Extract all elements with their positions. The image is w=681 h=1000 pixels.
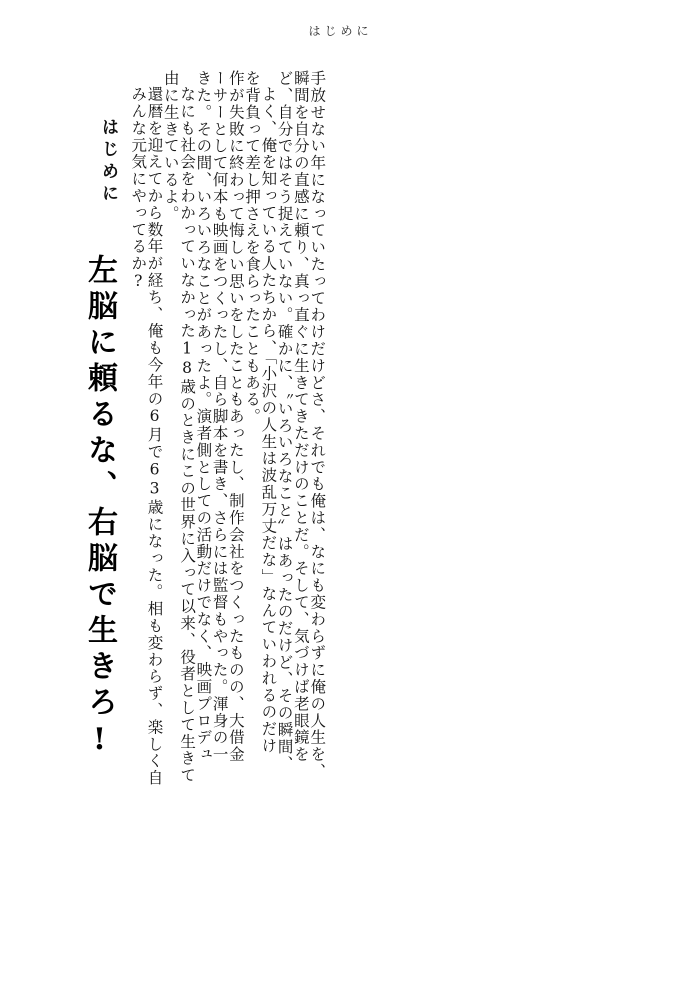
text-column: よく、俺を知っている人たちから、「小沢の人生は波乱万丈だな」なんていわれるのだけ [259, 86, 278, 755]
text-column: ーサーとして何本も映画をつくったし、自ら脚本を書き、さらには監督もやった。渾身の一 [210, 70, 229, 763]
text-column: 作が失敗に終わって悔しい思いをしたこともあったし、制作会社をつくったものの、大借金 [226, 70, 245, 763]
text-column: 由に生きているよ。 [161, 70, 180, 223]
chapter-heading [59, 70, 121, 970]
text-column: 手放せない年になっていたってわけだけどさ、それでも俺は、なにも変わらずに俺の人生を、 [308, 70, 327, 780]
running-header: はじめに [308, 24, 373, 38]
text-columns [59, 70, 325, 970]
vertical-text-body [59, 70, 629, 970]
text-column: を背負って差し押さえを食らったこともある。 [243, 70, 262, 425]
chapter-label: はじめに [98, 118, 118, 206]
text-column: きた。その間、いろいろなことがあったよ。演者側としての活動だけでなく、映画プロデュ [194, 70, 213, 763]
chapter-title: 左脳に頼るな、右脳で生きろ! [82, 254, 117, 763]
text-column: 瞬間を自分の直感に頼り、真っ直ぐに生きてきただけのことだ。そして、気づけば老眼鏡を [291, 70, 310, 763]
text-column: みんな元気にやってるか? [129, 86, 148, 292]
text-column: なにも社会をわかっていなかった18歳のときにこの世界に入って以来、役者として生きて [178, 86, 197, 784]
text-column: ど、自分ではそう捉えていない。確かに、〝いろいろなこと〟はあったのだけど、その瞬間、 [275, 70, 294, 773]
text-column: 還暦を迎えてから数年が経ち、俺も今年の6月で63歳になった。相も変わらず、楽しく自 [145, 86, 164, 787]
